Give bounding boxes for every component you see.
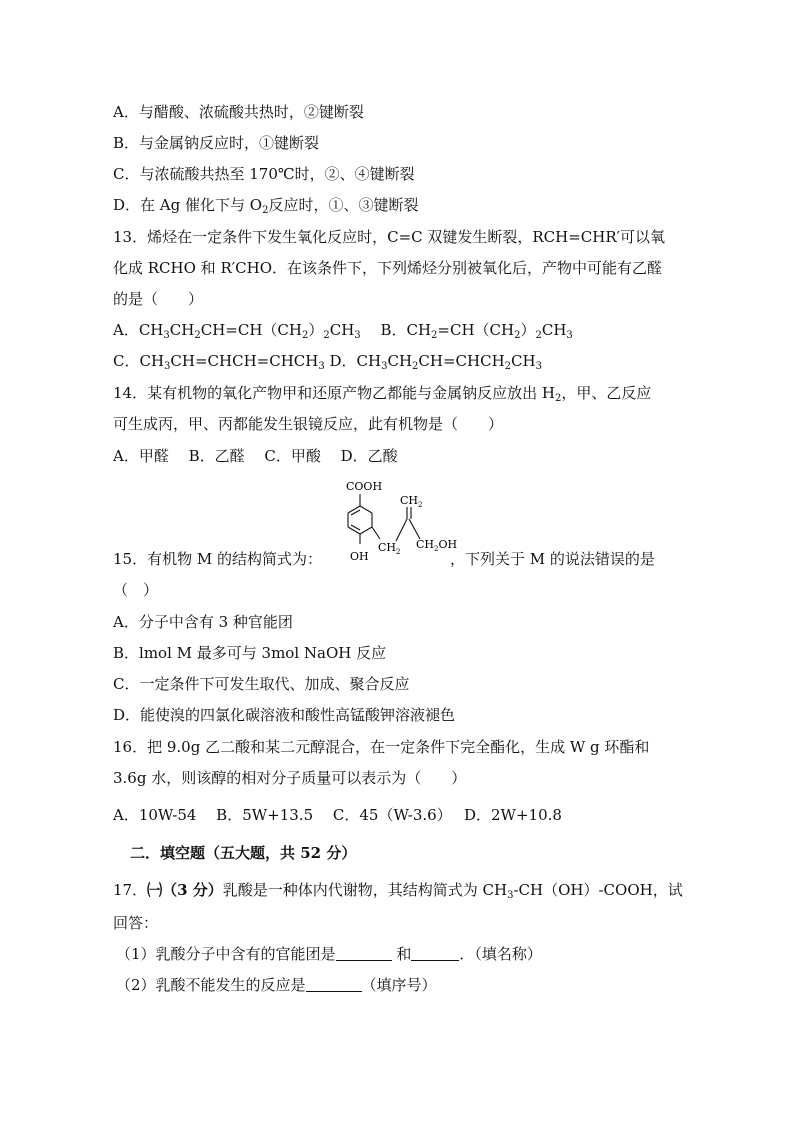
q13-stem-line1: 13．烯烃在一定条件下发生氧化反应时，C=C 双键发生断裂，RCH=CHR′可以氧 bbox=[113, 228, 666, 246]
q13-ab-segment: 2 bbox=[194, 330, 201, 341]
q13-cd-segment: 3 bbox=[318, 361, 325, 372]
q12-option-b: B．与金属钠反应时，①键断裂 bbox=[113, 134, 320, 152]
q15-option-a: A．分子中含有 3 种官能团 bbox=[113, 613, 293, 631]
q13-ab-segment: ） bbox=[308, 321, 324, 339]
q13-cd-segment: CH=CHCH bbox=[418, 352, 505, 370]
q15-option-d: D．能使溴的四氯化碳溶液和酸性高锰酸钾溶液褪色 bbox=[113, 706, 456, 724]
q13-stem-line3: 的是（ ） bbox=[113, 290, 204, 308]
ch2-middle-label: $CH_2$ bbox=[378, 541, 401, 556]
q16-options: A．10W-54 B．5W+13.5 C．45（W-3.6） D．2W+10.8 bbox=[113, 806, 562, 824]
q13-cd-segment: 2 bbox=[412, 361, 419, 372]
q12-option-d: D．在 Ag 催化下与 $O_2$反应时，①、③键断裂 bbox=[113, 196, 419, 216]
q13-ab-segment: 2 bbox=[301, 330, 309, 341]
q14-stem-line2: 可生成丙，甲、丙都能发生银镜反应，此有机物是（ ） bbox=[113, 415, 504, 433]
q13-cd-segment: C．CH bbox=[113, 352, 165, 370]
q13-cd-segment: CH=CHCH=CHCH bbox=[170, 352, 319, 370]
q13-options-cd bbox=[113, 351, 542, 377]
q13-cd-segment: 3 bbox=[535, 361, 542, 372]
q13-ab-segment: 2 bbox=[535, 330, 542, 341]
q15-option-b: B．lmol M 最多可与 3mol NaOH 反应 bbox=[113, 644, 387, 662]
q13-cd-segment: 3 bbox=[164, 361, 171, 372]
q13-ab-segment: CH bbox=[329, 321, 355, 339]
q17-stem-line2: 回答： bbox=[113, 914, 159, 932]
q13-ab-segment: 2 bbox=[431, 330, 438, 341]
q13-ab-segment: CH bbox=[541, 321, 567, 339]
answer-blank-1[interactable] bbox=[336, 946, 392, 961]
q13-ab-segment: 2 bbox=[323, 330, 330, 341]
q13-cd-segment: CH bbox=[387, 352, 413, 370]
q13-options-ab bbox=[113, 320, 573, 346]
q13-ab-segment: A．CH bbox=[113, 321, 164, 339]
q13-stem-line2: 化成 RCHO 和 R′CHO．在该条件下，下列烯烃分别被氧化后，产物中可能有乙醛 bbox=[113, 259, 663, 277]
q17-subquestion-1: （1）乳酸分子中含有的官能团是 和 ．（填名称） bbox=[116, 945, 542, 963]
q13-ab-segment: B．CH bbox=[360, 321, 432, 339]
q16-stem-line1: 16．把 9.0g 乙二酸和某二元醇混合，在一定条件下完全酯化，生成 W g 环酯和 bbox=[113, 738, 650, 756]
q12-option-a: A．与醋酸、浓硫酸共热时，②键断裂 bbox=[113, 103, 364, 121]
answer-blank-2[interactable] bbox=[411, 946, 459, 961]
q13-cd-segment: 2 bbox=[504, 361, 512, 372]
q15-option-c: C．一定条件下可发生取代、加成、聚合反应 bbox=[113, 675, 410, 693]
q14-options: A．甲醛 B．乙醛 C．甲酸 D．乙酸 bbox=[113, 447, 398, 465]
q15-stem-paren: （ ） bbox=[113, 581, 159, 599]
q12-option-c: C．与浓硫酸共热至 170℃时，②、④键断裂 bbox=[113, 165, 415, 183]
answer-blank-3[interactable] bbox=[306, 977, 362, 992]
q17-subquestion-2: （2）乳酸不能发生的反应是 （填序号） bbox=[116, 976, 437, 994]
q14-stem-line1: 14．某有机物的氧化产物甲和还原产物乙都能与金属钠反应放出 $H_2$，甲、乙反应 bbox=[113, 384, 652, 404]
q13-ab-segment: =CH（CH bbox=[437, 321, 515, 339]
q13-ab-segment: 2 bbox=[514, 330, 521, 341]
q13-ab-segment: ） bbox=[520, 321, 536, 339]
q15-stem: 15．有机物 M 的结构简式为： ，下列关于 M 的说法错误的是 bbox=[113, 550, 655, 568]
q13-ab-segment: CH=CH（CH bbox=[200, 321, 302, 339]
q13-ab-segment: 3 bbox=[354, 330, 361, 341]
q13-ab-segment: 3 bbox=[163, 330, 170, 341]
section-title: 二．填空题（五大题，共 52 分） bbox=[130, 844, 357, 862]
q13-cd-segment: D．CH bbox=[324, 352, 382, 370]
oh-label: OH bbox=[350, 550, 369, 563]
q16-stem-line2: 3.6g 水，则该醇的相对分子质量可以表示为（ ） bbox=[113, 769, 467, 787]
ch2oh-label: $CH_2OH$ bbox=[416, 538, 458, 553]
q17-stem-line1: 17．㈠（3 分）乳酸是一种体内代谢物，其结构简式为 $CH_3-CH(OH)$-COOH，试 bbox=[113, 881, 683, 901]
cooh-label: COOH bbox=[346, 480, 383, 493]
q13-cd-segment: CH bbox=[511, 352, 536, 370]
q13-cd-segment: 3 bbox=[381, 361, 388, 372]
ch2-top-label: $CH_2$ bbox=[400, 494, 423, 509]
q13-ab-segment: CH bbox=[169, 321, 195, 339]
q13-ab-segment: 3 bbox=[566, 330, 573, 341]
